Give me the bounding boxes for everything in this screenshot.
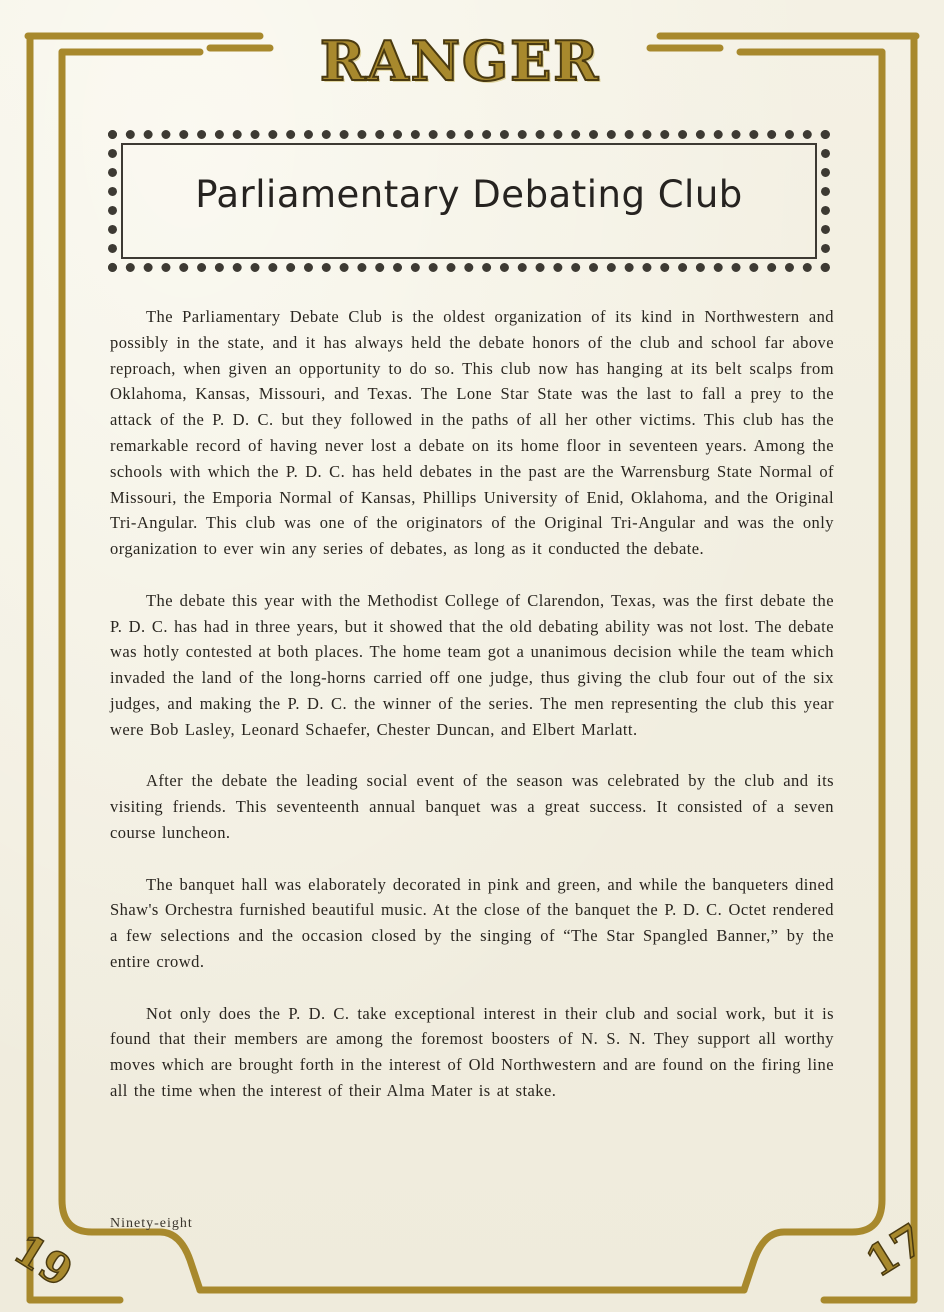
paragraph: The banquet hall was elaborately decorated in pink and green, and while the banqueters dined Shaw's Orchestra furnished beautiful music. At the close of the banquet the P. D. C. Octet rendered a few selections and the occasion closed by the singing of “The Star Spangled Banner,” by the entire crowd. — [110, 874, 834, 971]
ranger-masthead: RANGER — [319, 29, 601, 93]
paragraph: The debate this year with the Methodist College of Clarendon, Texas, was the first debate the P. D. C. has had in three years, but it showed that the old debating ability was not lost. The debate was hotly contested at both places. The home team got a unanimous decision while the team which invaded the land of the long-horns carried off one judge, thus giving the club four out of the six judges, and making the P. D. C. the winner of the series. The men representing the club this year were Bob Lasley, Leonard Schaefer, Chester Duncan, and Elbert Marlatt. — [110, 590, 834, 739]
year-left: 19 — [5, 1224, 81, 1297]
paragraph: Not only does the P. D. C. take exceptional interest in their club and social work, but it is found that their members are among the foremost boosters of N. S. N. They support all worthy moves which are brought forth in the interest of Old Northwestern and are found on the firing line all the time when the interest of their Alma Mater is at stake. — [110, 1003, 834, 1100]
paragraph: The Parliamentary Debate Club is the oldest organization of its kind in Northwestern and possibly in the state, and it has always held the debate honors of the club and school far above reproach, when given an opportunity to do so. This club now has hanging at its belt scalps from Oklahoma, Kansas, Missouri, and Texas. The Lone Star State was the last to fall a prey to the attack of the P. D. C. but they followed in the paths of all her other victims. This club has the remarkable record of having never lost a debate on its home floor in seventeen years. Among the schools with which the P. D. C. has held debates in the past are the Warrensburg State Normal of Missouri, the Emporia Normal of Kansas, Phillips University of Enid, Oklahoma, and the Original Tri-Angular. This club was one of the originators of the Original Tri-Angular and was the only organization to ever win any series of debates, as long as it conducted the debate. — [110, 307, 834, 559]
page-title: Parliamentary Debating Club — [195, 173, 743, 216]
page-number: Ninety-eight — [110, 1216, 193, 1231]
paragraph: After the debate the leading social event of the season was celebrated by the club and its visiting friends. This seventeenth annual banquet was a great success. It consisted of a seven course luncheon. — [110, 771, 834, 842]
title-ornamental-box — [108, 130, 830, 272]
article-body — [110, 304, 834, 1130]
year-right: 17 — [857, 1214, 933, 1287]
